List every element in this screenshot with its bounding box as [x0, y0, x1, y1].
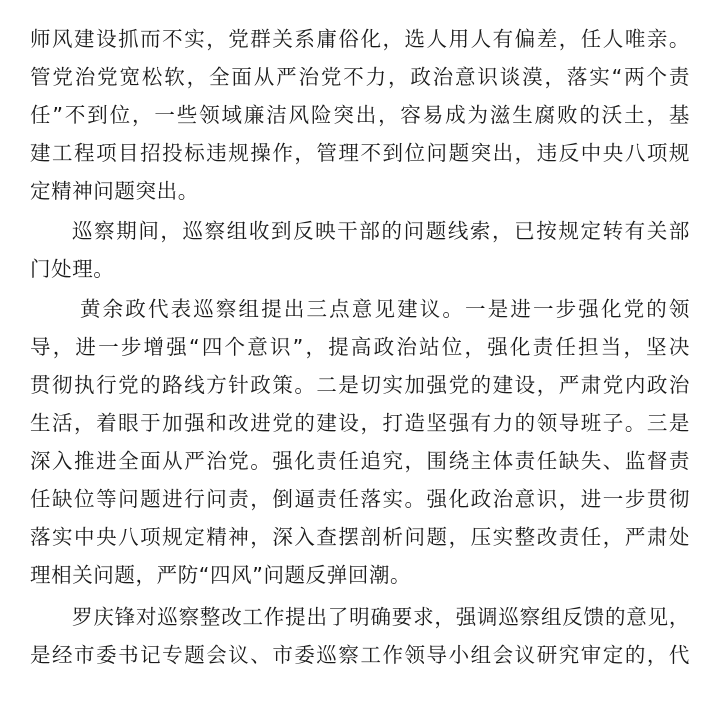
text-line: 生活，着眼于加强和改进党的建设，打造坚强有力的领导班子。三是: [30, 411, 690, 435]
text-line: 师风建设抓而不实，党群关系庸俗化，选人用人有偏差，任人唯亲。: [30, 27, 690, 51]
text-line: 导，进一步增强“四个意识”，提高政治站位，强化责任担当，坚决: [30, 335, 690, 359]
text-line: 门处理。: [30, 257, 115, 281]
text-line: 是经市委书记专题会议、市委巡察工作领导小组会议研究审定的，代: [30, 643, 690, 667]
text-line: 定精神问题突出。: [30, 179, 199, 203]
text-line: 黄余政代表巡察组提出三点意见建议。一是进一步强化党的领: [80, 297, 690, 321]
text-line: 管党治党宽松软，全面从严治党不力，政治意识谈漠，落实“两个责: [30, 65, 690, 89]
text-line: 贯彻执行党的路线方针政策。二是切实加强党的建设，严肃党内政治: [30, 373, 690, 397]
text-line: 深入推进全面从严治党。强化责任追究，围绕主体责任缺失、监督责: [30, 449, 690, 473]
text-line: 巡察期间，巡察组收到反映干部的问题线索，已按规定转有关部: [72, 219, 690, 243]
text-line: 建工程项目招投标违规操作，管理不到位问题突出，违反中央八项规: [30, 141, 690, 165]
text-line: 理相关问题，严防“四风”问题反弹回潮。: [30, 563, 412, 587]
text-line: 任缺位等问题进行问责，倒逼责任落实。强化政治意识，进一步贯彻: [30, 487, 690, 511]
text-line: 任”不到位，一些领域廉洁风险突出，容易成为滋生腐败的沃土，基: [30, 103, 690, 127]
text-line: 落实中央八项规定精神，深入查摆剖析问题，压实整改责任，严肃处: [30, 525, 690, 549]
text-line: 罗庆锋对巡察整改工作提出了明确要求，强调巡察组反馈的意见，: [72, 605, 690, 629]
